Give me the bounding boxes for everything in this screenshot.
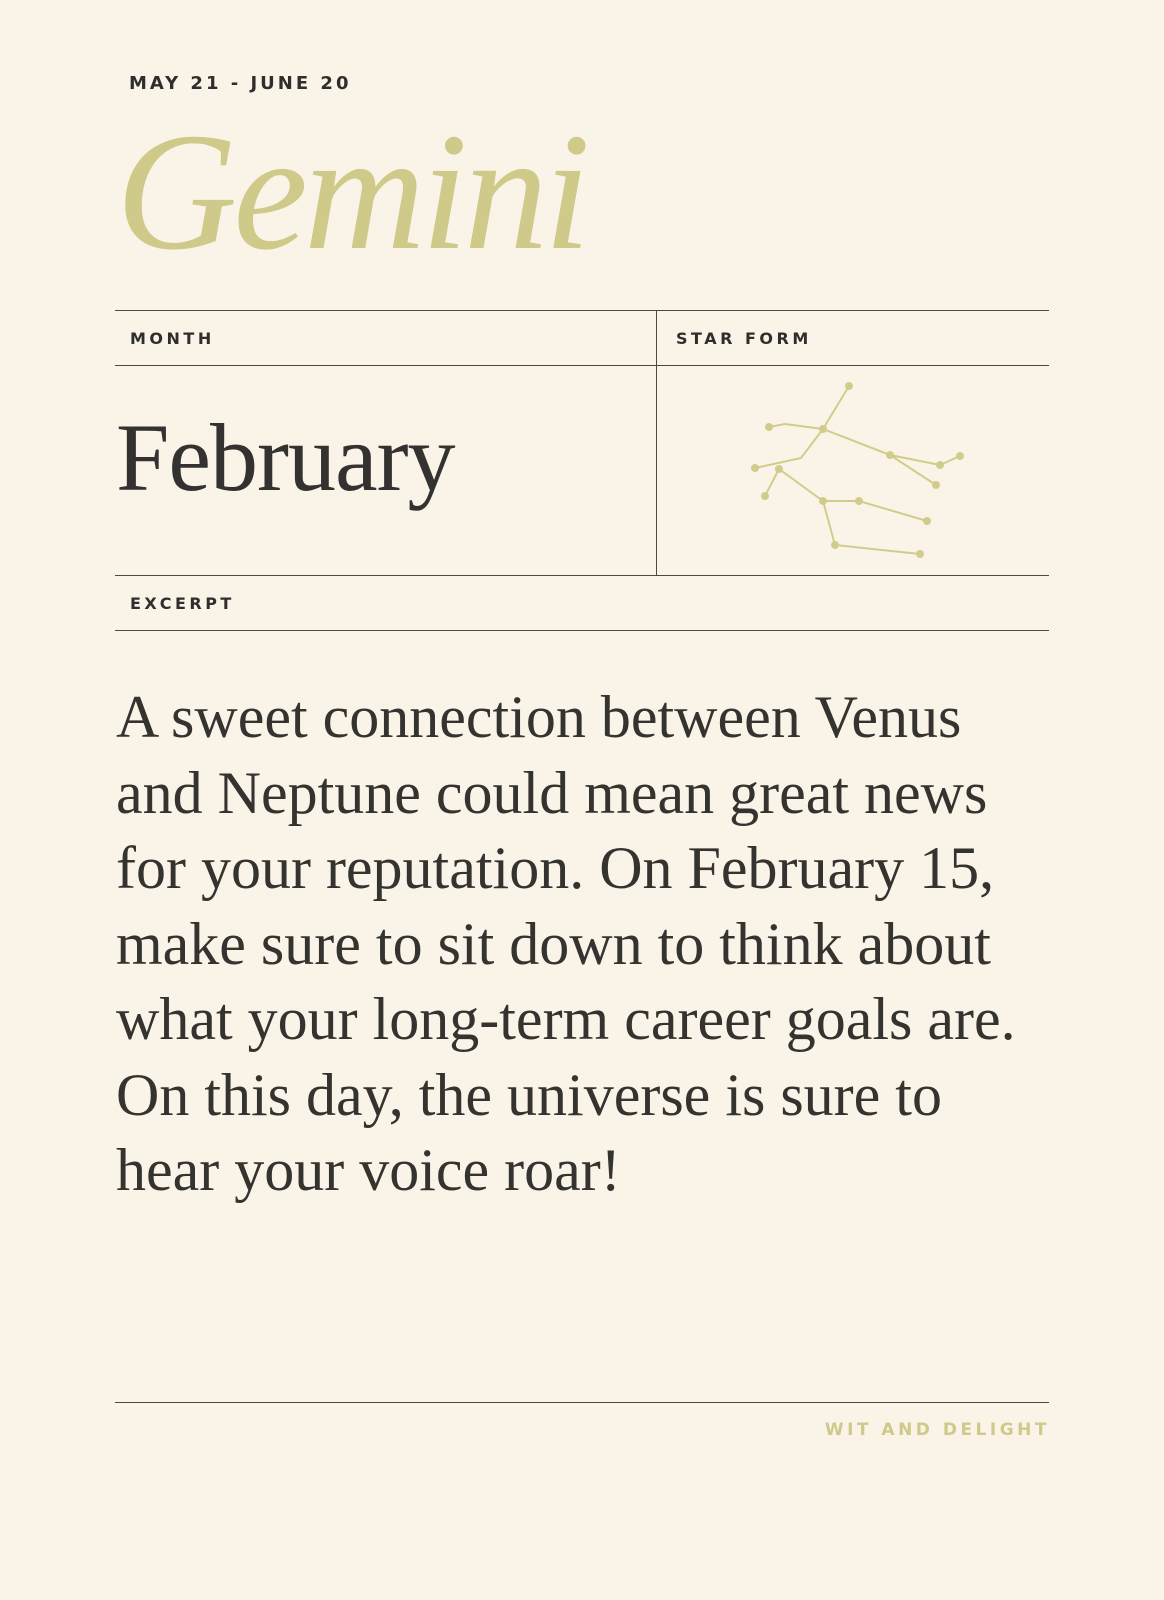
sign-title: Gemini [116, 99, 587, 285]
divider-top [115, 310, 1049, 311]
date-range: MAY 21 - JUNE 20 [129, 73, 352, 94]
month-value: February [116, 404, 455, 511]
divider-footer [115, 1402, 1049, 1403]
divider-header [115, 365, 1049, 366]
brand-label: WIT AND DELIGHT [824, 1420, 1050, 1440]
star-form-label: STAR FORM [676, 329, 812, 348]
excerpt-text: A sweet connection between Venus and Neptune could mean great news for your reputation. On February 15, make sure to sit down to think about what your long-term career goals are. On this day, the universe is sure to hear your voice roar! [116, 684, 1016, 1203]
divider-vertical [656, 310, 657, 575]
divider-excerpt [115, 630, 1049, 631]
gemini-constellation-icon [735, 375, 975, 565]
month-label: MONTH [130, 329, 215, 348]
excerpt-label: EXCERPT [130, 594, 235, 613]
divider-middle [115, 575, 1049, 576]
